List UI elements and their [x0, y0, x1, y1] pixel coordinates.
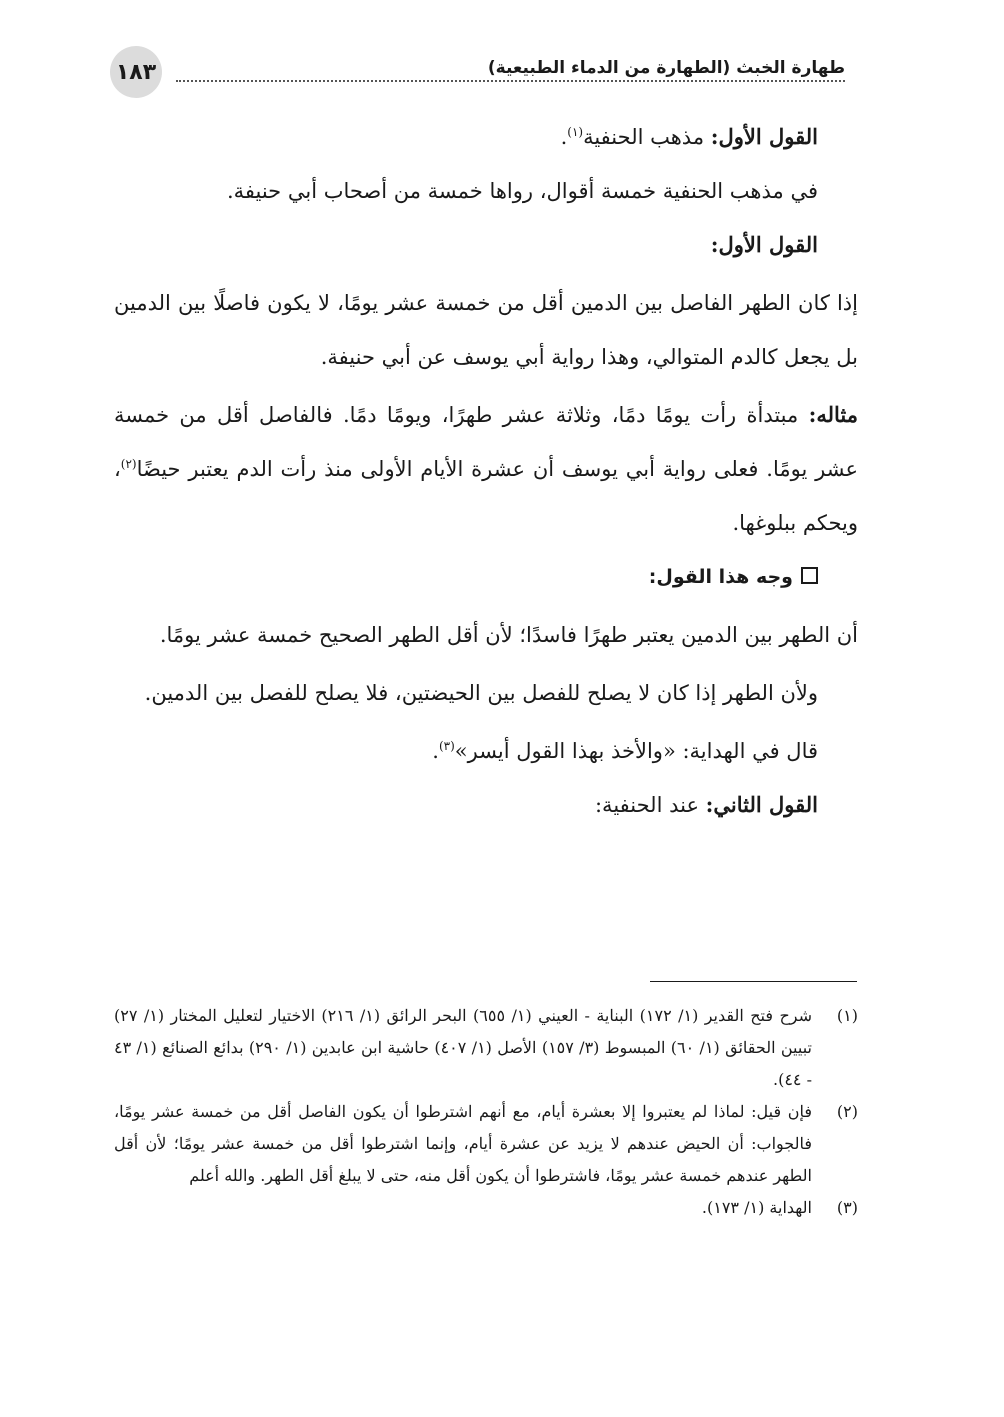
paragraph-8: ولأن الطهر إذا كان لا يصلح للفصل بين الحيضتين، فلا يصلح للفصل بين الدمين. — [144, 681, 818, 705]
paragraph-10 — [114, 778, 858, 832]
paragraph-1 — [114, 110, 858, 164]
paragraph-4: إذا كان الطهر الفاصل بين الدمين أقل من خمسة عشر يومًا، لا يكون فاصلًا بين الدمين بل يجعل كالدم المتوالي، وهذا رواية أبي يوسف عن أبي حنيفة. — [114, 291, 858, 369]
footnote-number: (٣) — [836, 1198, 858, 1217]
paragraph-5 — [114, 388, 858, 550]
first-opinion-label: القول الأول: — [710, 124, 818, 149]
footnote-number: (٢) — [836, 1102, 858, 1121]
paragraph-2: في مذهب الحنفية خمسة أقوال، رواها خمسة من أصحاب أبي حنيفة. — [226, 179, 818, 203]
footnote-number: (١) — [836, 1006, 858, 1025]
footnote-separator — [650, 981, 857, 982]
header-dotted-leader — [176, 80, 845, 82]
p1-end: . — [560, 125, 568, 149]
footnote-text: فإن قيل: لماذا لم يعتبروا إلا بعشرة أيام، مع أنهم اشترطوا أن يكون الفاصل أقل من خمسة عشر يومًا، فالجواب: أن الحيض عندهم لا يزيد عن عشرة أيام، وإنما اشترطوا أقل من خمسة عشر يومًا؛ لأن أقل الطهر عندهم خمسة عشر يومًا، فاشترطوا أن يكون أقل منه، حتى لا يبلغ أقل الطهر. والله أعلم — [114, 1102, 812, 1185]
reason-heading-text: وجه هذا القول: — [648, 566, 793, 588]
paragraph-7: أن الطهر بين الدمين يعتبر طهرًا فاسدًا؛ لأن أقل الطهر الصحيح خمسة عشر يومًا. — [159, 623, 858, 647]
footnote-ref-1[interactable]: (١) — [567, 125, 584, 139]
reason-heading — [114, 550, 858, 604]
running-header — [110, 46, 845, 98]
p9-text: قال في الهداية: «والأخذ بهذا القول أيسر» — [454, 739, 818, 763]
second-opinion-label: القول الثاني: — [705, 792, 818, 817]
footnotes — [114, 1000, 858, 1224]
footnote-item — [114, 1096, 858, 1192]
p1-text: مذهب الحنفية — [583, 125, 711, 149]
example-label: مثاله: — [808, 402, 858, 427]
paragraph-9 — [114, 724, 858, 778]
footnote-text: الهداية (١/ ١٧٣). — [701, 1198, 812, 1217]
p5-text: مبتدأة رأت يومًا دمًا، وثلاثة عشر طهرًا، ويومًا دمًا. فالفاصل أقل من خمسة عشر يومًا. فعلى رواية أبي يوسف أن عشرة الأيام الأولى منذ رأت الدم يعتبر حيضًا — [114, 403, 858, 481]
page-number-badge: ١٨٣ — [110, 46, 162, 98]
chapter-title: طهارة الخبث (الطهارة من الدماء الطبيعية) — [482, 58, 845, 78]
p9-end: . — [432, 739, 439, 763]
checkbox-square-icon — [801, 567, 818, 584]
p5-end: ، ويحكم ببلوغها. — [114, 457, 858, 535]
footnote-ref-2[interactable]: (٢) — [120, 457, 137, 471]
footnote-item — [114, 1192, 858, 1224]
footnote-item — [114, 1000, 858, 1096]
first-saying-heading: القول الأول: — [710, 232, 818, 257]
footnote-ref-3[interactable]: (٣) — [438, 739, 455, 753]
footnote-text: شرح فتح القدير (١/ ١٧٢) البناية - العيني (١/ ٦٥٥) البحر الرائق (١/ ٢١٦) الاختيار لتعليل المختار (١/ ٢٧) تبيين الحقائق (١/ ٦٠) المبسوط (٣/ ١٥٧) الأصل (١/ ٤٠٧) حاشية ابن عابدين (١/ ٢٩٠) بدائع الصنائع (١/ ٤٣ - ٤٤). — [114, 1006, 813, 1089]
main-text — [114, 110, 858, 832]
p10-text: عند الحنفية: — [594, 793, 706, 817]
